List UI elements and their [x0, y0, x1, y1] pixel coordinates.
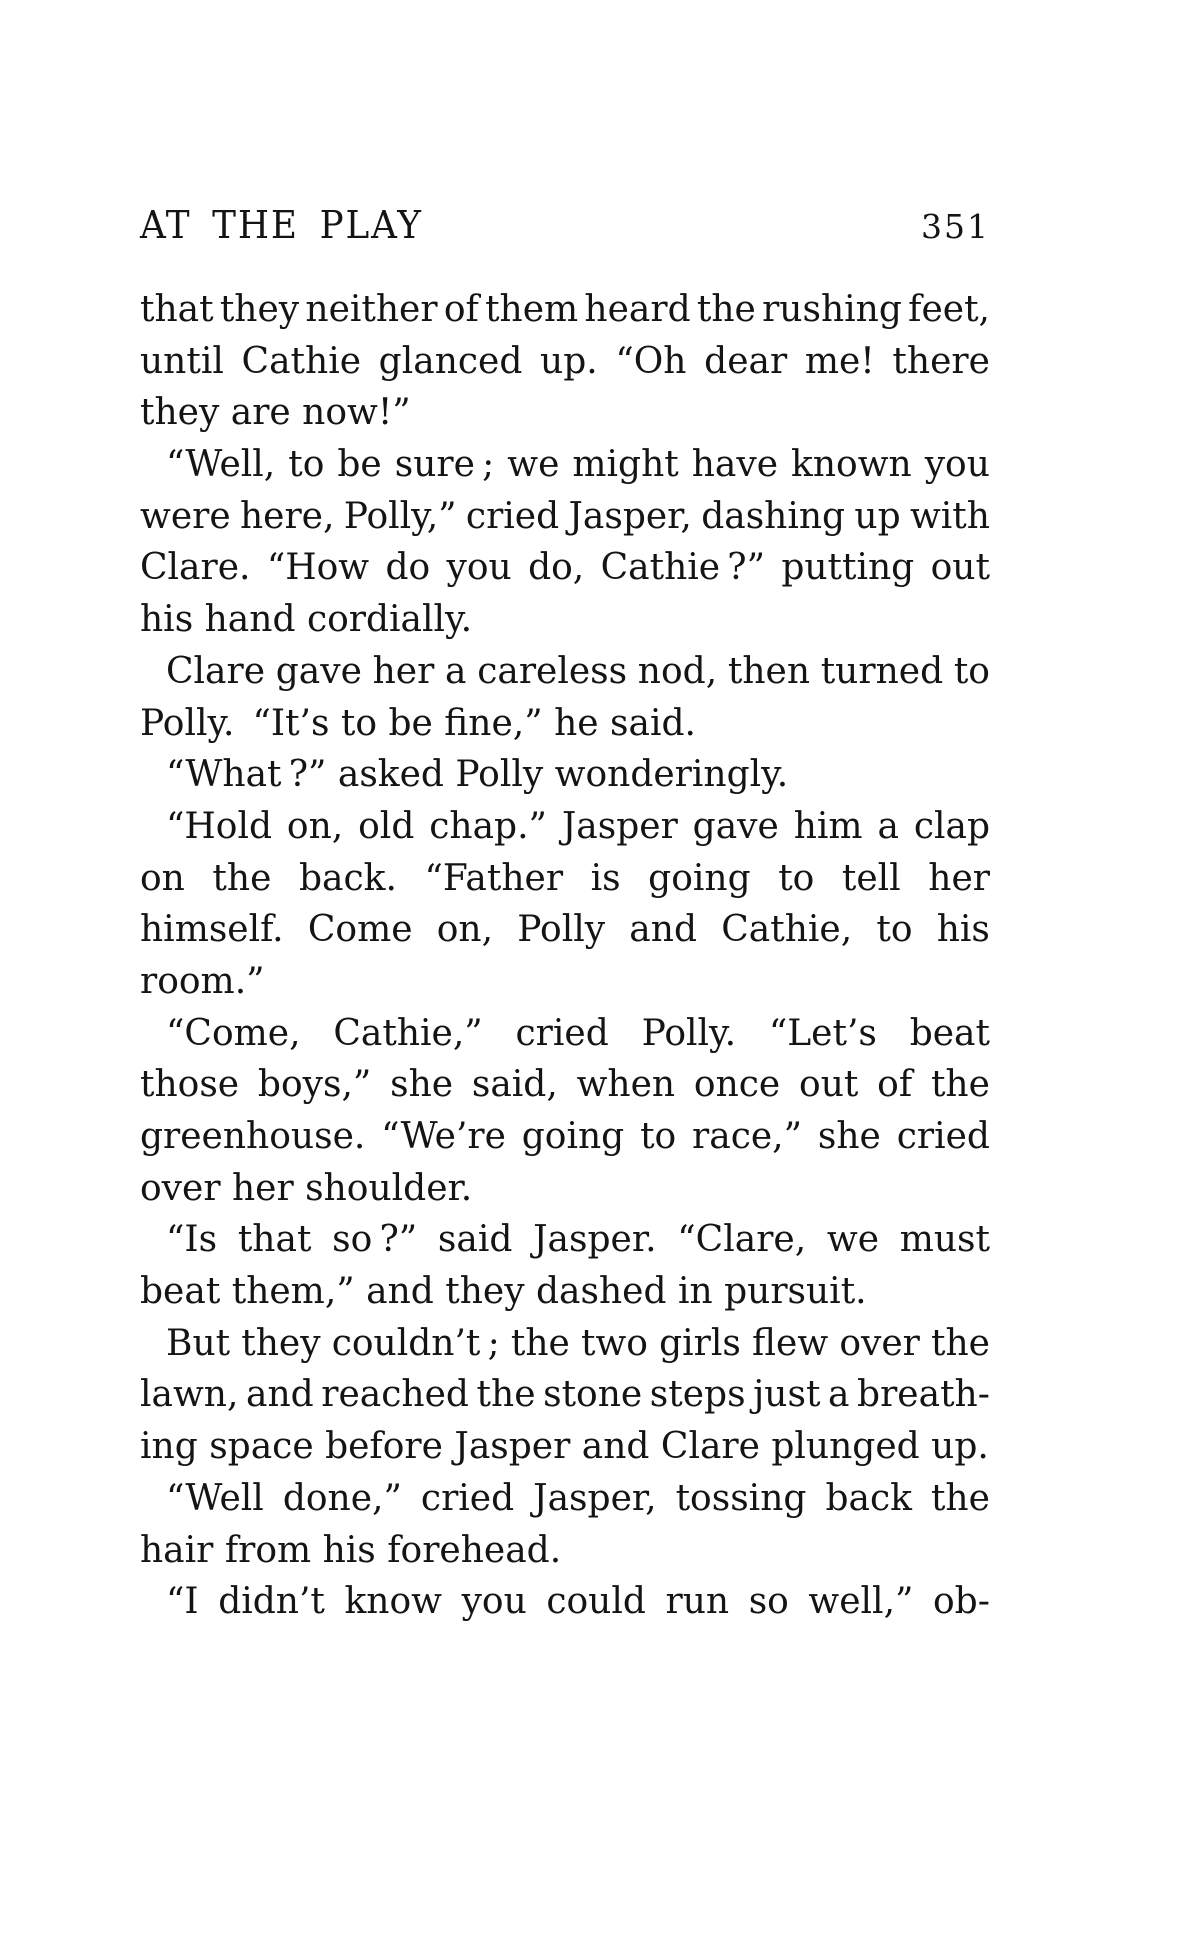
text-line: But they couldn’t ; the two girls flew over the: [166, 1322, 990, 1364]
text-line: lawn, and reached the stone steps just a breath-: [140, 1374, 990, 1416]
text-line: room.”: [140, 960, 265, 1002]
page-number: 351: [921, 207, 990, 246]
text-line: his hand cordially.: [140, 599, 473, 641]
text-line: Clare gave her a careless nod, then turned to: [166, 650, 990, 692]
text-line: over her shoulder.: [140, 1167, 473, 1209]
text-line: “Come, Cathie,” cried Polly. “Let’s beat: [166, 1012, 990, 1054]
text-line: “Well done,” cried Jasper, tossing back the: [166, 1477, 990, 1519]
page-body: [140, 284, 990, 1628]
text-line: beat them,” and they dashed in pursuit.: [140, 1271, 867, 1313]
text-line: “Well, to be sure ; we might have known you: [166, 444, 990, 486]
text-line: ing space before Jasper and Clare plunged up.: [140, 1426, 989, 1468]
text-line: they are now!”: [140, 392, 411, 434]
text-line: Polly. “It’s to be fine,” he said.: [140, 702, 696, 744]
text-line: on the back. “Father is going to tell her: [140, 857, 990, 899]
text-line: until Cathie glanced up. “Oh dear me! there: [140, 340, 990, 382]
running-head: [140, 204, 990, 246]
text-line: were here, Polly,” cried Jasper, dashing up with: [140, 495, 990, 537]
text-line: Clare. “How do you do, Cathie ?” putting out: [140, 547, 990, 589]
text-line: “What ?” asked Polly wonderingly.: [166, 754, 789, 796]
text-line: hair from his forehead.: [140, 1529, 562, 1571]
text-line: “I didn’t know you could run so well,” ob-: [166, 1581, 990, 1623]
text-line: those boys,” she said, when once out of the: [140, 1064, 990, 1106]
text-line: greenhouse. “We’re going to race,” she cried: [140, 1116, 990, 1157]
text-line: “Is that so ?” said Jasper. “Clare, we must: [166, 1219, 990, 1261]
text-line: himself. Come on, Polly and Cathie, to his: [140, 909, 990, 951]
text-line: “Hold on, old chap.” Jasper gave him a clap: [166, 805, 990, 847]
chapter-title: AT THE PLAY: [140, 203, 423, 247]
text-line: that they neither of them heard the rushing feet,: [140, 289, 990, 330]
